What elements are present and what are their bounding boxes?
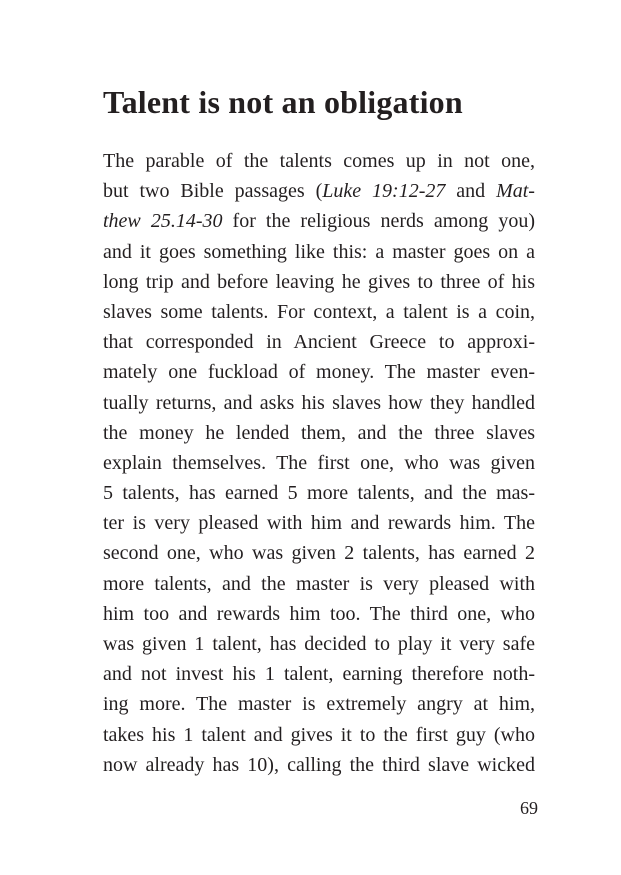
text-segment: mately one fuckload of money. The master even- xyxy=(103,361,535,384)
page-title: Talent is not an obligation xyxy=(103,84,463,120)
text-line xyxy=(103,508,535,538)
text-line xyxy=(103,569,535,599)
text-segment: long trip and before leaving he gives to three of his xyxy=(103,270,535,293)
text-line xyxy=(103,297,535,327)
text-segment: The parable of the talents comes up in not one, xyxy=(103,150,535,172)
text-line xyxy=(103,538,535,568)
text-segment: slaves some talents. For context, a talent is a coin, xyxy=(103,300,535,323)
text-segment: for the religious nerds among you) xyxy=(222,210,535,233)
text-line xyxy=(103,176,535,206)
text-segment: tually returns, and asks his slaves how they handled xyxy=(103,391,535,414)
text-line xyxy=(103,418,535,448)
text-segment: now already has 10), calling the third slave wicked xyxy=(103,753,535,776)
text-segment: explain themselves. The first one, who was given xyxy=(103,451,535,474)
text-segment: but two Bible passages ( xyxy=(103,180,323,203)
text-segment: ter is very pleased with him and rewards him. The xyxy=(103,512,535,535)
text-segment: more talents, and the master is very pleased with xyxy=(103,572,535,595)
italic-reference: Luke 19:12-27 xyxy=(322,180,446,203)
text-segment: and it goes something like this: a master goes on a xyxy=(103,240,535,263)
italic-reference: thew 25.14-30 xyxy=(103,210,223,233)
text-segment: him too and rewards him too. The third one, who xyxy=(103,602,535,625)
text-segment: ing more. The master is extremely angry at him, xyxy=(103,693,535,716)
text-line xyxy=(103,146,535,176)
text-line xyxy=(103,629,535,659)
text-segment: takes his 1 talent and gives it to the first guy (who xyxy=(103,723,535,746)
text-line xyxy=(103,448,535,478)
text-segment: the money he lended them, and the three slaves xyxy=(103,421,535,444)
text-line xyxy=(103,478,535,508)
text-line xyxy=(103,237,535,267)
text-line xyxy=(103,720,535,750)
italic-reference: Mat- xyxy=(496,180,535,203)
text-line xyxy=(103,267,535,297)
text-line xyxy=(103,750,535,780)
text-segment: 5 talents, has earned 5 more talents, and the mas- xyxy=(103,482,535,505)
text-segment: that corresponded in Ancient Greece to approxi- xyxy=(103,331,535,354)
text-line xyxy=(103,327,535,357)
text-segment: was given 1 talent, has decided to play it very safe xyxy=(103,633,535,655)
text-line xyxy=(103,357,535,387)
text-segment: and not invest his 1 talent, earning therefore noth- xyxy=(103,663,535,686)
text-segment: and xyxy=(445,180,497,203)
text-line xyxy=(103,659,535,689)
text-line xyxy=(103,388,535,418)
text-line xyxy=(103,206,535,236)
text-segment: second one, who was given 2 talents, has earned 2 xyxy=(103,542,535,565)
text-line xyxy=(103,599,535,629)
body-paragraph xyxy=(103,146,535,780)
page-number: 69 xyxy=(520,798,538,818)
text-line xyxy=(103,689,535,719)
